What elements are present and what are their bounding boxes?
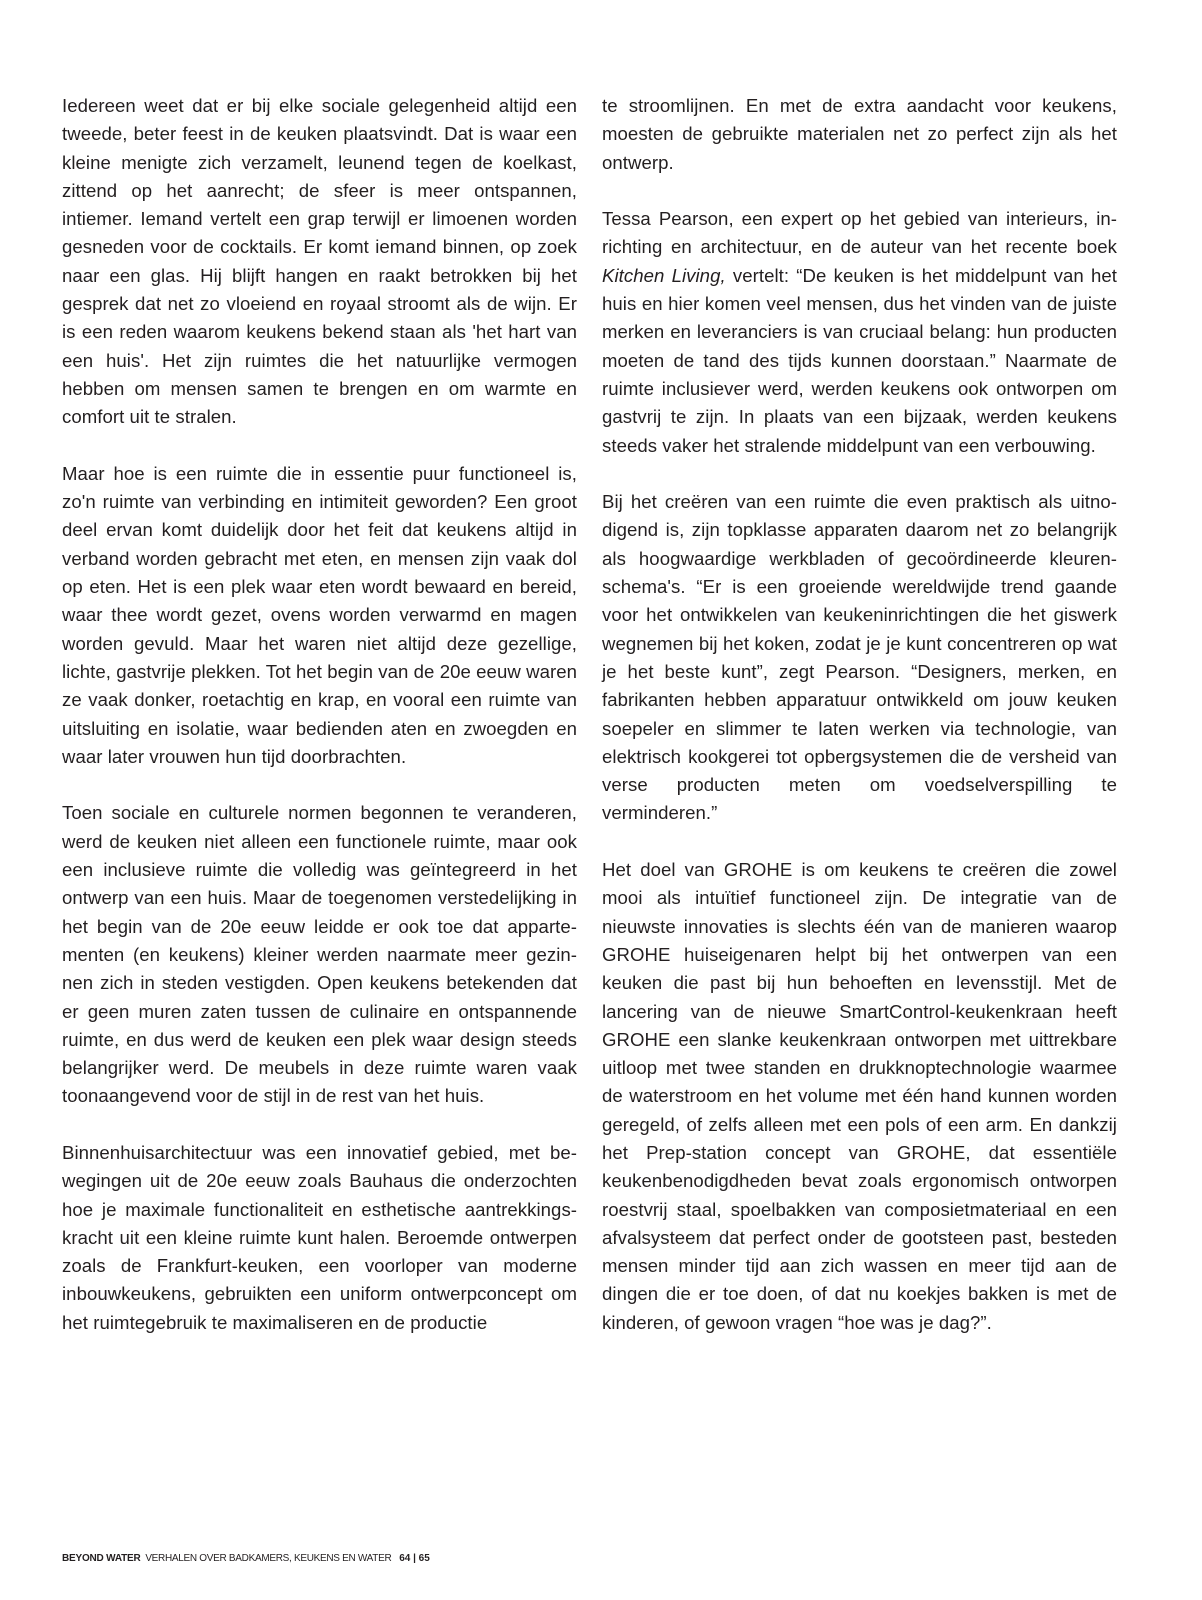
footer-subtitle: VERHALEN OVER BADKAMERS, KEUKENS EN WATER [145, 1553, 392, 1564]
page-footer [62, 1553, 430, 1565]
right-text-column [602, 92, 1117, 1337]
body-paragraph: Bij het creëren van een ruimte die even praktisch als uitnodigend is, zijn topklasse apparaten daarom net zo belangrijk als hoogwaardige werkbladen of gecoördineerde kleurenschema's. “Er is een groeiende wereldwijde trend gaande voor het ontwikkelen van keukeninrichtingen die het giswerk wegnemen bij het koken, zodat je je kunt concentreren op wat je het beste kunt”, zegt Pearson. “Designers, merken, en fabrikanten hebben apparatuur ontwikkeld om jouw keuken soepeler en slimmer te laten werken via technologie, van elektrisch kookgerei tot opbergsystemen die de versheid van verse producten meten om voedselverspilling te verminderen.” [602, 491, 1117, 824]
book-title: Kitchen Living, [602, 264, 726, 286]
body-paragraph: Iedereen weet dat er bij elke sociale gelegenheid altijd een tweede, beter feest in de keuken plaatsvindt. Dat is waar een kleine menigte zich verzamelt, leunend tegen de koelkast, zittend op het aanrecht; de sfeer is meer ontspannen, intiemer. Iemand vertelt een grap terwijl er limoenen worden gesneden voor de cocktails. Er komt iemand binnen, op zoek naar een glas. Hij blijft hangen en raakt betrokken bij het gesprek dat net zo vloeiend en royaal stroomt als de wijn. Er is een reden waarom keukens bekend staan als 'het hart van een huis'. Het zijn ruimtes die het natuurlijke vermogen hebben om mensen samen te brengen en om warmte en comfort uit te stralen. [62, 95, 577, 428]
paragraph-text: Tessa Pearson, een expert op het gebied van interieurs, inrichting en architectuur, en de auteur van het recente boek [602, 208, 1117, 258]
body-paragraph-quote [602, 205, 1117, 460]
body-paragraph: Maar hoe is een ruimte die in essentie puur functioneel is, zo'n ruimte van verbinding en intimiteit geworden? Een groot deel ervan komt duidelijk door het feit dat keukens altijd in verband worden gebracht met eten, en mensen zijn vaak dol op eten. Het is een plek waar eten wordt bewaard en bereid, waar thee wordt gezet, ovens worden verwarmd en magen worden gevuld. Maar het waren niet altijd deze gezellige, lichte, gastvrije plekken. Tot het begin van de 20e eeuw waren ze vaak donker, roetachtig en krap, en vooral een ruimte van uitsluiting en isolatie, waar bedienden aten en zwoegden en waar later vrouwen hun tijd doorbrachten. [62, 462, 577, 767]
left-text-column [62, 92, 577, 1337]
body-paragraph: Het doel van GROHE is om keukens te creëren die zowel mooi als intuïtief functioneel zijn. De integratie van de nieuwste innovaties is slechts één van de manieren waarop GROHE huiseigenaren helpt bij het ontwerpen van een keuken die past bij hun behoeften en levensstijl. Met de lancering van de nieuwe SmartControl-keukenkraan heeft GROHE een slanke keukenkraan ontworpen met uittrekbare uitloop met twee standen en drukknoptechnologie waarmee de waterstroom en het volume met één hand kunnen worden geregeld, of zelfs alleen met een pols of een arm. En dankzij het Prep-station concept van GROHE, dat essentiële keukenbenodigdheden bevat zoals ergonomisch ontworpen roestvrij staal, spoelbakken van composietmateriaal en een afvalsysteem dat perfect onder de gootsteen past, besteden mensen minder tijd aan zich wassen en meer tijd aan de dingen die er toe doen, of dat nu koekjes bakken is met de kinderen, of gewoon vragen “hoe was je dag?”. [602, 859, 1117, 1333]
page-numbers: 64 | 65 [399, 1553, 430, 1564]
body-paragraph: Toen sociale en culturele normen begonnen te veranderen, werd de keuken niet alleen een functionele ruimte, maar ook een inclusieve ruimte die volledig was geïntegreerd in het ontwerp van een huis. Maar de toegenomen verstedelijking in het begin van de 20e eeuw leidde er ook toe dat appartementen (en keukens) kleiner werden naarmate meer gezinnen zich in steden vestigden. Open keukens betekenden dat er geen muren zaten tussen de culinaire en ontspannende ruimte, en dus werd de keuken een plek waar design steeds belangrijker werd. De meubels in deze ruimte waren vaak toonaangevend voor de stijl in de rest van het huis. [62, 802, 577, 1107]
body-paragraph: te stroomlijnen. En met de extra aandacht voor keukens, moesten de gebruikte materialen net zo perfect zijn als het ontwerp. [602, 95, 1117, 173]
paragraph-text: vertelt: “De keuken is het middelpunt van het huis en hier komen veel mensen, dus het vinden van de juiste merken en leveranciers is van cruciaal belang: hun producten moeten de tand des tijds kunnen doorstaan.” Naarmate de ruimte inclusiever werd, werden keukens ook ontworpen om gastvrij te zijn. In plaats van een bijzaak, werden keukens steeds vaker het stralende middelpunt van een verbouwing. [602, 264, 1117, 456]
footer-brand: BEYOND WATER [62, 1553, 141, 1564]
body-paragraph: Binnenhuisarchitectuur was een innovatief gebied, met bewegingen uit de 20e eeuw zoals Bauhaus die onderzochten hoe je maximale functionaliteit en esthetische aantrekkingskracht uit een kleine ruimte kunt halen. Beroemde ontwerpen zoals de Frankfurt-keuken, een voorloper van moderne inbouwkeukens, gebruikten een uniform ontwerpconcept om het ruimtegebruik te maximaliseren en de productie [62, 1141, 577, 1333]
